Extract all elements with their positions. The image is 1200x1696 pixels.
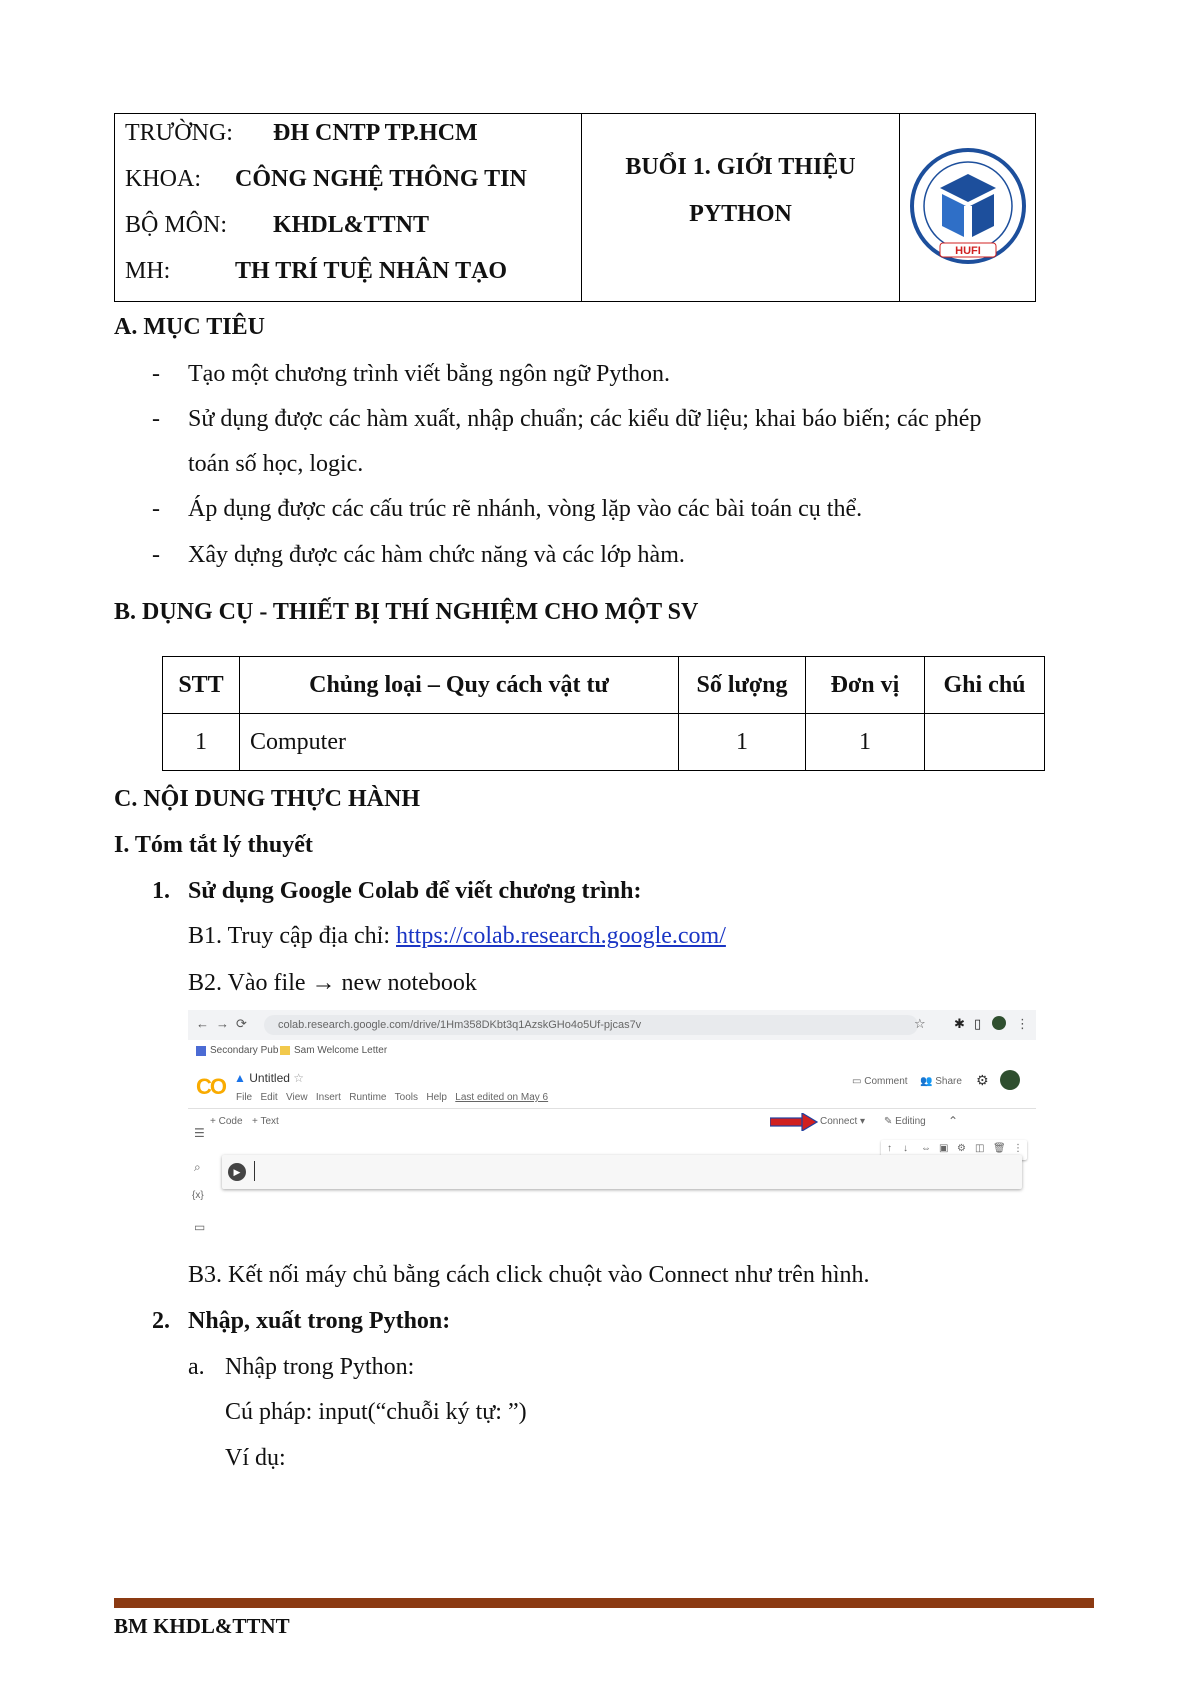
item-1-number: 1. <box>152 878 170 904</box>
pencil-icon: ✎ <box>884 1116 893 1127</box>
syntax-line: Cú pháp: input(“chuỗi ký tự: ”) <box>225 1399 527 1425</box>
move-up-icon[interactable]: ↑ <box>887 1143 892 1154</box>
col-unit: Đơn vị <box>806 657 925 714</box>
chevron-up-icon[interactable]: ⌃ <box>948 1114 959 1128</box>
sub-a-title: Nhập trong Python: <box>225 1354 415 1380</box>
colab-link[interactable]: https://colab.research.google.com/ <box>396 923 726 949</box>
address-bar[interactable]: colab.research.google.com/drive/1Hm358DKbt3q1AzskGHo4o5Uf-pjcas7v <box>264 1015 918 1035</box>
avatar[interactable] <box>1000 1070 1020 1090</box>
objective-2-cont: toán số học, logic. <box>188 451 364 477</box>
section-a-title: A. MỤC TIÊU <box>114 314 265 340</box>
toc-icon[interactable]: ☰ <box>194 1126 205 1140</box>
header-info-cell <box>115 114 582 301</box>
lesson-title-line1: BUỔI 1. GIỚI THIỆU <box>625 154 856 180</box>
objective-1: Tạo một chương trình viết bằng ngôn ngữ Python. <box>188 361 670 387</box>
star-icon[interactable]: ☆ <box>914 1016 926 1031</box>
header-logo-cell <box>900 114 1035 301</box>
code-cell[interactable] <box>222 1155 1022 1189</box>
gear-icon[interactable]: ⚙ <box>976 1072 989 1088</box>
bullet-dash: - <box>152 406 160 432</box>
extension-icon[interactable]: ✱ <box>954 1016 965 1031</box>
menu-help[interactable]: Help <box>426 1092 447 1103</box>
theory-summary-title: I. Tóm tắt lý thuyết <box>114 832 313 858</box>
add-text-button[interactable]: + Text <box>252 1116 279 1127</box>
add-code-button[interactable]: + Code <box>210 1116 243 1127</box>
files-icon[interactable]: ▭ <box>194 1220 206 1234</box>
menu-runtime[interactable]: Runtime <box>349 1092 387 1103</box>
apps-icon[interactable] <box>196 1046 206 1056</box>
red-arrow-icon <box>770 1113 818 1131</box>
browser-toolbar <box>188 1010 1036 1040</box>
sub-a-number: a. <box>188 1354 205 1380</box>
col-stt: STT <box>163 657 240 714</box>
link-icon[interactable]: ⇔ <box>921 1143 931 1154</box>
header-title-cell <box>582 114 900 301</box>
back-icon[interactable]: ← <box>196 1016 209 1031</box>
bookmarks-bar <box>188 1040 1036 1062</box>
tab-icon[interactable]: ▯ <box>974 1016 982 1031</box>
share-icon: 👥 <box>920 1076 933 1087</box>
bullet-dash: - <box>152 542 160 568</box>
menu-bar <box>236 1092 548 1103</box>
university-logo <box>900 114 1036 303</box>
cell-type: Computer <box>240 714 679 771</box>
menu-edit[interactable]: Edit <box>260 1092 278 1103</box>
header-table <box>114 113 1036 302</box>
item-2-number: 2. <box>152 1308 170 1334</box>
item-2-title: Nhập, xuất trong Python: <box>188 1308 451 1334</box>
notebook-title[interactable]: ▲ Untitled ☆ <box>234 1071 305 1085</box>
forward-icon[interactable]: → <box>216 1016 229 1031</box>
col-type: Chủng loại – Quy cách vật tư <box>240 657 679 714</box>
objective-3: Áp dụng được các cấu trúc rẽ nhánh, vòng lặp vào các bài toán cụ thể. <box>188 496 863 522</box>
objective-4: Xây dựng được các hàm chức năng và các lớp hàm. <box>188 542 685 568</box>
run-icon[interactable]: ▶ <box>228 1163 246 1181</box>
footer-text: BM KHDL&TTNT <box>114 1614 290 1638</box>
cell-quantity: 1 <box>679 714 806 771</box>
more-icon[interactable]: ⋮ <box>1016 1016 1029 1031</box>
footer-bar <box>114 1598 1094 1608</box>
table-row <box>163 714 1045 771</box>
item-1-title: Sử dụng Google Colab để viết chương trình: <box>188 878 642 904</box>
divider <box>188 1108 1036 1109</box>
step-b3: B3. Kết nối máy chủ bằng cách click chuột vào Connect như trên hình. <box>188 1262 870 1288</box>
colab-screenshot <box>188 1010 1036 1242</box>
header-row-school: TRƯỜNG: ĐH CNTP TP.HCM <box>125 120 478 146</box>
menu-insert[interactable]: Insert <box>315 1092 341 1103</box>
comment-icon[interactable]: ▣ <box>939 1143 949 1154</box>
delete-icon[interactable]: 🗑 <box>993 1143 1006 1154</box>
folder-icon <box>280 1046 290 1055</box>
connect-button[interactable]: Connect ▾ <box>820 1116 866 1127</box>
bookmark-item[interactable]: Secondary Pub <box>210 1045 279 1056</box>
section-b-title: B. DỤNG CỤ - THIẾT BỊ THÍ NGHIỆM CHO MỘT SV <box>114 599 699 625</box>
star-icon[interactable]: ☆ <box>293 1071 305 1085</box>
col-note: Ghi chú <box>925 657 1045 714</box>
bookmark-item[interactable]: Sam Welcome Letter <box>294 1045 388 1056</box>
col-quantity: Số lượng <box>679 657 806 714</box>
chevron-down-icon: ▾ <box>860 1116 866 1127</box>
section-c-title: C. NỘI DUNG THỰC HÀNH <box>114 786 421 812</box>
bullet-dash: - <box>152 361 160 387</box>
bullet-dash: - <box>152 496 160 522</box>
move-down-icon[interactable]: ↓ <box>903 1143 908 1154</box>
cell-stt: 1 <box>163 714 240 771</box>
example-label: Ví dụ: <box>225 1445 286 1471</box>
menu-file[interactable]: File <box>236 1092 253 1103</box>
reload-icon[interactable]: ⟳ <box>236 1016 247 1031</box>
editing-button[interactable]: ✎ Editing <box>884 1116 926 1127</box>
mirror-icon[interactable]: ◫ <box>975 1143 985 1154</box>
colab-logo[interactable]: CO <box>196 1074 225 1099</box>
variables-icon[interactable]: {x} <box>192 1190 204 1201</box>
profile-avatar[interactable] <box>992 1016 1006 1030</box>
comment-button[interactable]: ▭ Comment <box>852 1076 908 1087</box>
step-b2: B2. Vào file → new notebook <box>188 970 477 996</box>
comment-icon: ▭ <box>852 1076 862 1087</box>
cell-note <box>925 714 1045 771</box>
settings-icon[interactable]: ⚙ <box>957 1143 966 1154</box>
menu-tools[interactable]: Tools <box>394 1092 419 1103</box>
share-button[interactable]: 👥 Share <box>920 1076 962 1087</box>
drive-icon: ▲ <box>234 1071 246 1085</box>
equipment-table <box>162 656 1045 771</box>
table-header-row <box>163 657 1045 714</box>
last-edited-link[interactable]: Last edited on May 6 <box>455 1092 549 1103</box>
header-row-department: BỘ MÔN: KHDL&TTNT <box>125 212 430 238</box>
step-b1: B1. Truy cập địa chỉ: https://colab.research.google.com/ <box>188 923 726 949</box>
header-row-faculty: KHOA: CÔNG NGHỆ THÔNG TIN <box>125 166 527 192</box>
cell-unit: 1 <box>806 714 925 771</box>
text-cursor <box>254 1161 255 1181</box>
menu-view[interactable]: View <box>286 1092 308 1103</box>
svg-text:HUFI: HUFI <box>955 245 981 257</box>
more-icon[interactable]: ⋮ <box>1013 1143 1023 1154</box>
objective-2: Sử dụng được các hàm xuất, nhập chuẩn; các kiểu dữ liệu; khai báo biến; các phép <box>188 406 982 432</box>
header-row-subject: MH: TH TRÍ TUỆ NHÂN TẠO <box>125 258 508 284</box>
lesson-title-line2: PYTHON <box>689 201 792 227</box>
search-icon[interactable]: ⌕ <box>194 1160 201 1174</box>
